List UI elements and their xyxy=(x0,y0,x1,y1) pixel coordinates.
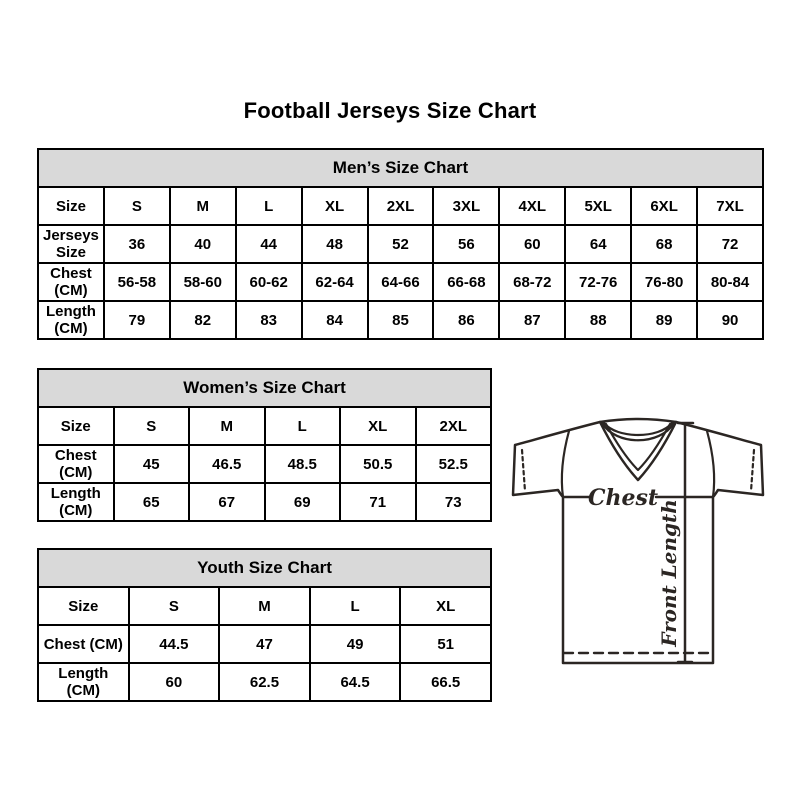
value-cell: 4XL xyxy=(499,187,565,225)
value-cell: 60 xyxy=(129,663,220,701)
row-label-cell: Jerseys Size xyxy=(38,225,104,263)
value-cell: 88 xyxy=(565,301,631,339)
value-cell: 44.5 xyxy=(129,625,220,663)
left-cuff-dashed-line xyxy=(522,450,525,491)
value-cell: 52 xyxy=(368,225,434,263)
table-row xyxy=(38,483,491,521)
value-cell: 60-62 xyxy=(236,263,302,301)
value-cell: 68 xyxy=(631,225,697,263)
table-title-row xyxy=(38,149,763,187)
mens-size-table xyxy=(37,148,764,340)
table-row xyxy=(38,407,491,445)
value-cell: 72 xyxy=(697,225,763,263)
value-cell: 66.5 xyxy=(400,663,491,701)
value-cell: XL xyxy=(302,187,368,225)
value-cell: 58-60 xyxy=(170,263,236,301)
row-label-cell: Length (CM) xyxy=(38,301,104,339)
value-cell: 60 xyxy=(499,225,565,263)
value-cell: M xyxy=(219,587,310,625)
value-cell: 66-68 xyxy=(433,263,499,301)
value-cell: 73 xyxy=(416,483,492,521)
row-label-cell: Size xyxy=(38,587,129,625)
table-title: Youth Size Chart xyxy=(38,549,491,587)
value-cell: 76-80 xyxy=(631,263,697,301)
table-title: Men’s Size Chart xyxy=(38,149,763,187)
value-cell: 68-72 xyxy=(499,263,565,301)
youth-size-table xyxy=(37,548,492,702)
value-cell: 65 xyxy=(114,483,190,521)
value-cell: 64-66 xyxy=(368,263,434,301)
page-title: Football Jerseys Size Chart xyxy=(243,98,537,123)
value-cell: 5XL xyxy=(565,187,631,225)
row-label-cell: Chest (CM) xyxy=(38,625,129,663)
table-row xyxy=(38,663,491,701)
value-cell: XL xyxy=(400,587,491,625)
table-row xyxy=(38,187,763,225)
value-cell: 69 xyxy=(265,483,341,521)
left-armhole-seam xyxy=(562,431,569,497)
value-cell: 71 xyxy=(340,483,416,521)
value-cell: 80-84 xyxy=(697,263,763,301)
value-cell: 44 xyxy=(236,225,302,263)
value-cell: 2XL xyxy=(368,187,434,225)
value-cell: 62-64 xyxy=(302,263,368,301)
jersey-measurement-diagram xyxy=(512,418,764,668)
table-row xyxy=(38,301,763,339)
table-row xyxy=(38,445,491,483)
right-cuff-dashed-line xyxy=(751,450,754,491)
row-label-cell: Chest (CM) xyxy=(38,263,104,301)
value-cell: 62.5 xyxy=(219,663,310,701)
value-cell: 64 xyxy=(565,225,631,263)
value-cell: 6XL xyxy=(631,187,697,225)
value-cell: 7XL xyxy=(697,187,763,225)
value-cell: 72-76 xyxy=(565,263,631,301)
value-cell: L xyxy=(265,407,341,445)
value-cell: 50.5 xyxy=(340,445,416,483)
collar-outer-v xyxy=(600,422,676,480)
value-cell: 56-58 xyxy=(104,263,170,301)
jersey-outline-shape xyxy=(513,419,763,663)
value-cell: 90 xyxy=(697,301,763,339)
value-cell: L xyxy=(236,187,302,225)
value-cell: 40 xyxy=(170,225,236,263)
value-cell: XL xyxy=(340,407,416,445)
row-label-cell: Length (CM) xyxy=(38,483,114,521)
chest-label: Chest xyxy=(587,485,659,511)
table-row xyxy=(38,587,491,625)
table-row xyxy=(38,625,491,663)
value-cell: 52.5 xyxy=(416,445,492,483)
value-cell: 86 xyxy=(433,301,499,339)
right-armhole-seam xyxy=(707,431,714,497)
row-label-cell: Length (CM) xyxy=(38,663,129,701)
value-cell: S xyxy=(104,187,170,225)
value-cell: 56 xyxy=(433,225,499,263)
value-cell: L xyxy=(310,587,401,625)
table-title-row xyxy=(38,549,491,587)
table-title: Women’s Size Chart xyxy=(38,369,491,407)
row-label-cell: Size xyxy=(38,187,104,225)
value-cell: M xyxy=(170,187,236,225)
value-cell: 3XL xyxy=(433,187,499,225)
value-cell: 51 xyxy=(400,625,491,663)
value-cell: 84 xyxy=(302,301,368,339)
value-cell: 82 xyxy=(170,301,236,339)
row-label-cell: Size xyxy=(38,407,114,445)
value-cell: 2XL xyxy=(416,407,492,445)
value-cell: 46.5 xyxy=(189,445,265,483)
womens-size-table xyxy=(37,368,492,522)
value-cell: 85 xyxy=(368,301,434,339)
value-cell: S xyxy=(129,587,220,625)
table-row xyxy=(38,263,763,301)
value-cell: M xyxy=(189,407,265,445)
value-cell: 64.5 xyxy=(310,663,401,701)
value-cell: 48.5 xyxy=(265,445,341,483)
table-title-row xyxy=(38,369,491,407)
front-length-label: Front Length xyxy=(657,499,681,647)
value-cell: 87 xyxy=(499,301,565,339)
value-cell: 48 xyxy=(302,225,368,263)
value-cell: 83 xyxy=(236,301,302,339)
value-cell: 45 xyxy=(114,445,190,483)
row-label-cell: Chest (CM) xyxy=(38,445,114,483)
value-cell: 36 xyxy=(104,225,170,263)
value-cell: S xyxy=(114,407,190,445)
table-row xyxy=(38,225,763,263)
value-cell: 79 xyxy=(104,301,170,339)
value-cell: 49 xyxy=(310,625,401,663)
value-cell: 89 xyxy=(631,301,697,339)
value-cell: 67 xyxy=(189,483,265,521)
value-cell: 47 xyxy=(219,625,310,663)
